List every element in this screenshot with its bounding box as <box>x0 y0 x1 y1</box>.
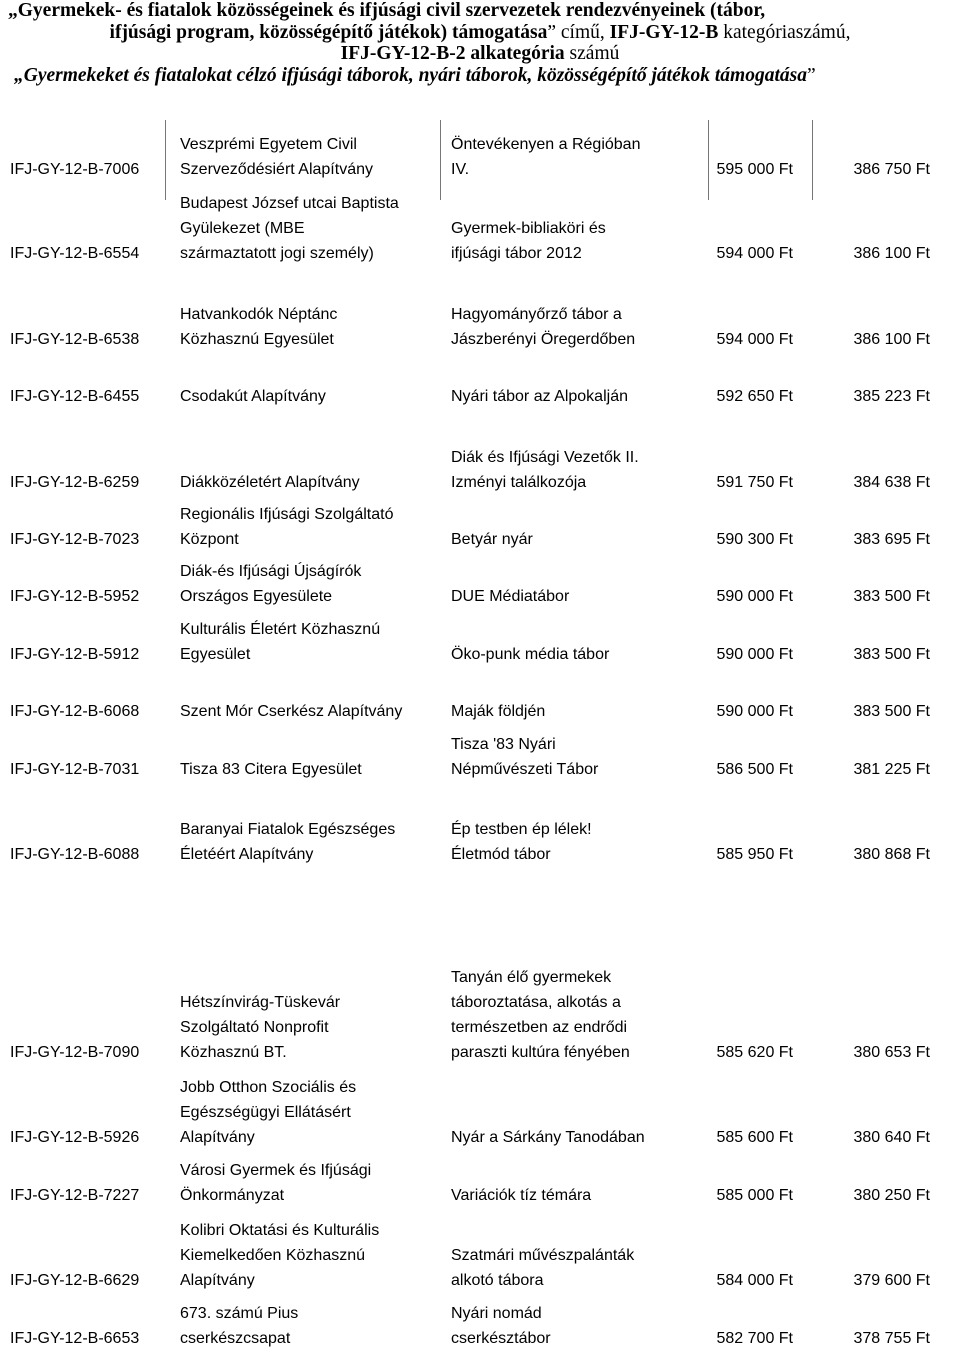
header-subcategory-suffix: számú <box>564 43 620 64</box>
header-subcategory-title: „Gyermekeket és fiatalokat célzó ifjúsági táborok, nyári táborok, közösségépítő játékok támogatása <box>14 64 807 86</box>
project-title <box>451 817 696 867</box>
organization-name-line: Alapítvány <box>180 1272 255 1289</box>
organization-name-line: 673. számú Pius <box>180 1305 299 1322</box>
organization-name-line: Regionális Ifjúsági Szolgáltató <box>180 506 394 523</box>
organization-name-line: Életéért Alapítvány <box>180 846 314 863</box>
project-title-line: Hagyományőrző tábor a <box>451 306 622 323</box>
organization-name-line: Veszprémi Egyetem Civil <box>180 136 357 153</box>
application-id: IFJ-GY-12-B-7031 <box>10 761 140 778</box>
organization-name-line: Városi Gyermek és Ifjúsági <box>180 1162 372 1179</box>
application-id: IFJ-GY-12-B-6629 <box>10 1272 140 1289</box>
application-id: IFJ-GY-12-B-6088 <box>10 846 140 863</box>
header-line-2 <box>0 22 960 44</box>
project-title-line: Szatmári művészpalánták <box>451 1247 635 1264</box>
requested-amount: 590 300 Ft <box>716 531 793 548</box>
project-title-line: Ép testben ép lélek! <box>451 821 592 838</box>
organization-name <box>180 1301 450 1351</box>
project-title-line: Variációk tíz témára <box>451 1187 592 1204</box>
organization-name-line: származtatott jogi személy) <box>180 245 374 262</box>
project-title-line: Népművészeti Tábor <box>451 761 599 778</box>
organization-name-line: Egészségügyi Ellátásért <box>180 1104 351 1121</box>
organization-name-line: Közhasznú BT. <box>180 1044 287 1061</box>
organization-name-line: Központ <box>180 531 239 548</box>
application-id: IFJ-GY-12-B-7023 <box>10 531 140 548</box>
granted-amount: 380 640 Ft <box>853 1129 930 1146</box>
header-program-title: ifjúsági program, közösségépítő játékok) támogatása <box>109 21 548 43</box>
granted-amount: 383 500 Ft <box>853 646 930 663</box>
header-line-1: „Gyermekek- és fiatalok közösségeinek és ifjúsági civil szervezetek rendezvényeinek (tábor, <box>8 0 766 21</box>
organization-name <box>180 817 450 867</box>
project-title-line: Gyermek-bibliaköri és <box>451 220 606 237</box>
project-title-line: Izményi találkozója <box>451 474 587 491</box>
header-program-suffix: ” című, <box>547 21 610 43</box>
organization-name-line: Jobb Otthon Szociális és <box>180 1079 357 1096</box>
project-title-line: Nyár a Sárkány Tanodában <box>451 1129 645 1146</box>
header-subcategory-code: IFJ-GY-12-B-2 alkategória <box>340 43 565 64</box>
project-title-line: Tanyán élő gyermekek <box>451 969 612 986</box>
application-id: IFJ-GY-12-B-6554 <box>10 245 140 262</box>
granted-amount: 378 755 Ft <box>853 1330 930 1347</box>
requested-amount: 586 500 Ft <box>716 761 793 778</box>
project-title-line: Jászberényi Öregerdőben <box>451 331 636 348</box>
granted-amount: 379 600 Ft <box>853 1272 930 1289</box>
project-title-line: Életmód tábor <box>451 846 551 863</box>
project-title-line: alkotó tábora <box>451 1272 544 1289</box>
application-id: IFJ-GY-12-B-6259 <box>10 474 140 491</box>
organization-name-line: Budapest József utcai Baptista <box>180 195 399 212</box>
organization-name-line: Szerveződésiért Alapítvány <box>180 161 373 178</box>
requested-amount: 584 000 Ft <box>716 1272 793 1289</box>
organization-name-line: cserkészcsapat <box>180 1330 291 1347</box>
project-title-line: Öko-punk média tábor <box>451 646 610 663</box>
granted-amount: 380 868 Ft <box>853 846 930 863</box>
project-title-line: Nyári nomád <box>451 1305 542 1322</box>
project-title-line: táboroztatása, alkotás a <box>451 994 621 1011</box>
granted-amount: 383 500 Ft <box>853 588 930 605</box>
requested-amount: 594 000 Ft <box>716 245 793 262</box>
application-id: IFJ-GY-12-B-6653 <box>10 1330 140 1347</box>
requested-amount: 590 000 Ft <box>716 588 793 605</box>
application-id: IFJ-GY-12-B-7227 <box>10 1187 140 1204</box>
granted-amount: 381 225 Ft <box>853 761 930 778</box>
organization-name-line: Szolgáltató Nonprofit <box>180 1019 329 1036</box>
application-id: IFJ-GY-12-B-5926 <box>10 1129 140 1146</box>
application-id: IFJ-GY-12-B-5952 <box>10 588 140 605</box>
project-title-line: Maják földjén <box>451 703 546 720</box>
project-title <box>451 1301 696 1351</box>
requested-amount: 585 620 Ft <box>716 1044 793 1061</box>
project-title-line: Betyár nyár <box>451 531 533 548</box>
organization-name-line: Gyülekezet (MBE <box>180 220 305 237</box>
organization-name-line: Kolibri Oktatási és Kulturális <box>180 1222 380 1239</box>
application-id: IFJ-GY-12-B-6455 <box>10 388 140 405</box>
project-title-line: ifjúsági tábor 2012 <box>451 245 582 262</box>
organization-name-line: Szent Mór Cserkész Alapítvány <box>180 703 403 720</box>
granted-amount: 380 653 Ft <box>853 1044 930 1061</box>
organization-name-line: Egyesület <box>180 646 251 663</box>
requested-amount: 594 000 Ft <box>716 331 793 348</box>
project-title-line: DUE Médiatábor <box>451 588 570 605</box>
requested-amount: 585 600 Ft <box>716 1129 793 1146</box>
application-id: IFJ-GY-12-B-5912 <box>10 646 140 663</box>
granted-amount: 384 638 Ft <box>853 474 930 491</box>
granted-amount: 386 100 Ft <box>853 331 930 348</box>
table-row <box>0 757 960 867</box>
organization-name-line: Hatvankodók Néptánc <box>180 306 338 323</box>
organization-name-line: Közhasznú Egyesület <box>180 331 334 348</box>
granted-amount: 383 500 Ft <box>853 703 930 720</box>
organization-name-line: Csodakút Alapítvány <box>180 388 326 405</box>
organization-name-line: Diák-és Ifjúsági Újságírók <box>180 563 362 580</box>
organization-name-line: Baranyai Fiatalok Egészséges <box>180 821 396 838</box>
header-category-code: IFJ-GY-12-B <box>609 21 719 43</box>
granted-amount: 383 695 Ft <box>853 531 930 548</box>
organization-name-line: Országos Egyesülete <box>180 588 333 605</box>
organization-name-line: Diákközéletért Alapítvány <box>180 474 360 491</box>
application-id: IFJ-GY-12-B-7090 <box>10 1044 140 1061</box>
header-category-suffix: kategóriaszámú, <box>718 21 851 43</box>
header-closing-quote: ” <box>806 64 816 86</box>
project-title-line: Nyári tábor az Alpokalján <box>451 388 628 405</box>
granted-amount: 386 100 Ft <box>853 245 930 262</box>
header-line-3 <box>0 43 960 65</box>
granted-amount: 386 750 Ft <box>853 161 930 178</box>
project-title-line: természetben az endrődi <box>451 1019 628 1036</box>
requested-amount: 585 950 Ft <box>716 846 793 863</box>
granted-amount: 380 250 Ft <box>853 1187 930 1204</box>
project-title-line: Öntevékenyen a Régióban <box>451 136 641 153</box>
project-title-line: IV. <box>451 161 470 178</box>
organization-name-line: Önkormányzat <box>180 1187 285 1204</box>
requested-amount: 582 700 Ft <box>716 1330 793 1347</box>
project-title-line: cserkésztábor <box>451 1330 551 1347</box>
requested-amount: 590 000 Ft <box>716 703 793 720</box>
organization-name-line: Kiemelkedően Közhasznú <box>180 1247 366 1264</box>
organization-name-line: Kulturális Életért Közhasznú <box>180 621 381 638</box>
project-title-line: Diák és Ifjúsági Vezetők II. <box>451 449 639 466</box>
organization-name-line: Alapítvány <box>180 1129 255 1146</box>
granted-amount: 385 223 Ft <box>853 388 930 405</box>
requested-amount: 592 650 Ft <box>716 388 793 405</box>
organization-name-line: Hétszínvirág-Tüskevár <box>180 994 341 1011</box>
table-row <box>0 1241 960 1351</box>
requested-amount: 590 000 Ft <box>716 646 793 663</box>
requested-amount: 595 000 Ft <box>716 161 793 178</box>
project-title-line: Tisza '83 Nyári <box>451 736 556 753</box>
requested-amount: 585 000 Ft <box>716 1187 793 1204</box>
project-title-line: paraszti kultúra fényében <box>451 1044 630 1061</box>
requested-amount: 591 750 Ft <box>716 474 793 491</box>
application-id: IFJ-GY-12-B-7006 <box>10 161 140 178</box>
application-id: IFJ-GY-12-B-6068 <box>10 703 140 720</box>
application-id: IFJ-GY-12-B-6538 <box>10 331 140 348</box>
organization-name-line: Tisza 83 Citera Egyesület <box>180 761 362 778</box>
